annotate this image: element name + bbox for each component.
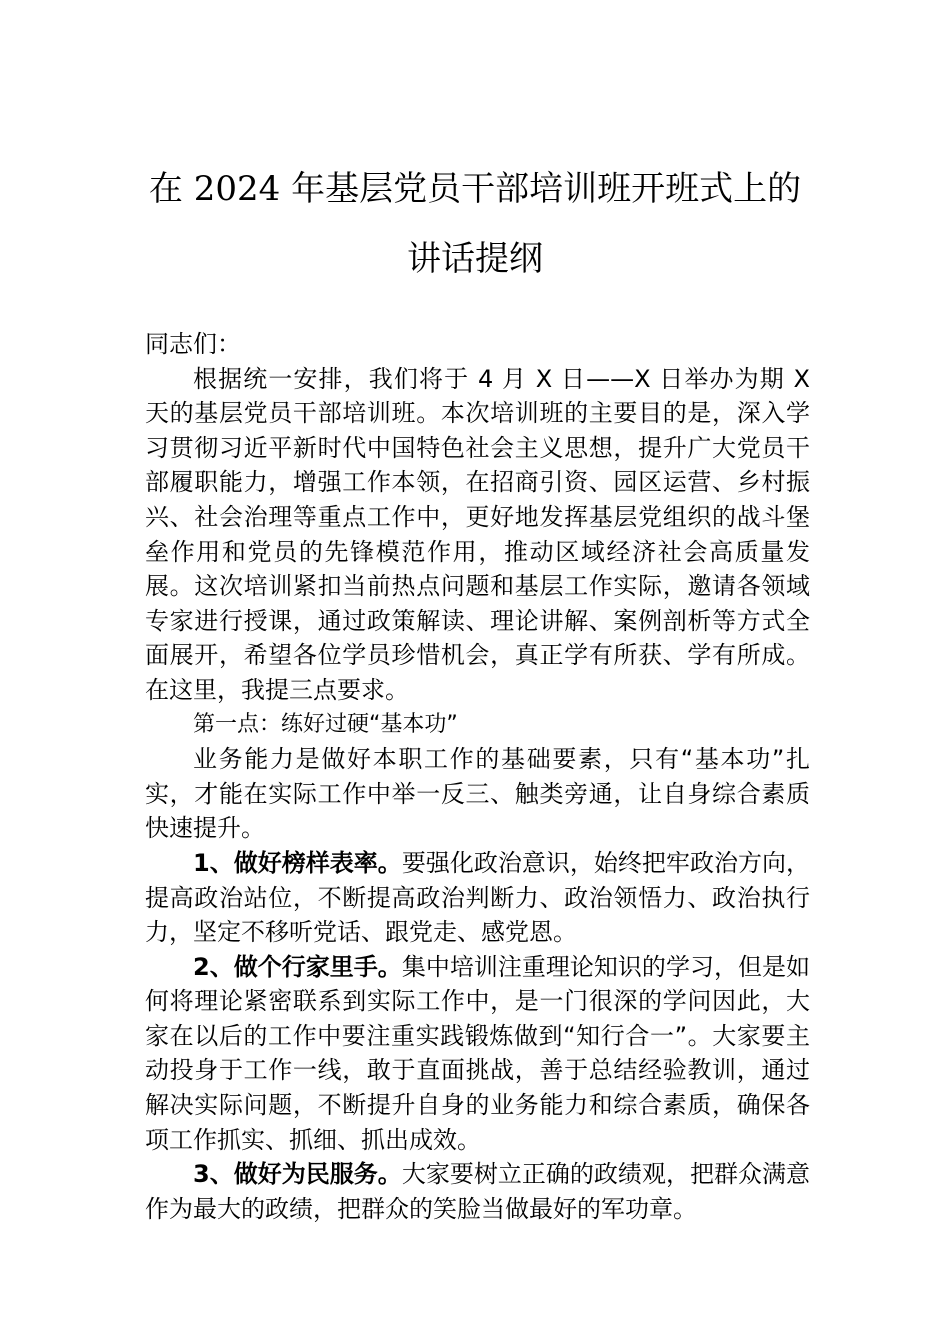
title-line-2: 讲话提纲 xyxy=(407,239,543,279)
title-line-1: 在 2024 年基层党员干部培训班开班式上的 xyxy=(148,169,802,209)
item-1-text: 要强化政治意识，始终把牢政治方向，提高政治站位，不断提高政治判断力、政治领悟力、政治执行力，坚定不移听党话、跟党走、感党恩。 xyxy=(145,848,811,947)
item-2-text: 集中培训注重理论知识的学习，但是如何将理论紧密联系到实际工作中，是一门很深的学问因此，大家在以后的工作中要注重实践锻炼做到“知行合一”。大家要主动投身于工作一线，敢于直面挑战，善于总结经验教训，通过解决实际问题，不断提升自身的业务能力和综合素质，确保各项工作抓实、抓细、抓出成效。 xyxy=(145,952,811,1154)
section-intro-paragraph: 业务能力是做好本职工作的基础要素，只有“基本功”扎实，才能在实际工作中举一反三、触类旁通，让自身综合素质快速提升。 xyxy=(145,745,810,843)
item-3-lead: 3、做好为民服务。 xyxy=(193,1160,402,1189)
salutation: 同志们： xyxy=(145,330,241,358)
section-heading: 第一点：练好过硬“基本功” xyxy=(193,711,458,737)
item-1-lead: 1、做好榜样表率。 xyxy=(193,848,402,877)
list-item-1 xyxy=(145,846,810,950)
list-item-2 xyxy=(145,950,810,1158)
item-2-lead: 2、做个行家里手。 xyxy=(193,952,402,981)
item-3-text: 大家要树立正确的政绩观，把群众满意作为最大的政绩，把群众的笑脸当做最好的军功章。 xyxy=(145,1160,811,1223)
list-item-3 xyxy=(145,1157,810,1226)
document-body xyxy=(145,327,810,1226)
intro-paragraph: 根据统一安排，我们将于 4 月 X 日——X 日举办为期 X 天的基层党员干部培训班。本次培训班的主要目的是，深入学习贯彻习近平新时代中国特色社会主义思想，提升广大党员干部履职能力，增强工作本领，在招商引资、园区运营、乡村振兴、社会治理等重点工作中，更好地发挥基层党组织的战斗堡垒作用和党员的先锋模范作用，推动区域经济社会高质量发展。这次培训紧扣当前热点问题和基层工作实际，邀请各领域专家进行授课，通过政策解读、理论讲解、案例剖析等方式全面展开，希望各位学员珍惜机会，真正学有所获、学有所成。在这里，我提三点要求。 xyxy=(145,364,810,704)
